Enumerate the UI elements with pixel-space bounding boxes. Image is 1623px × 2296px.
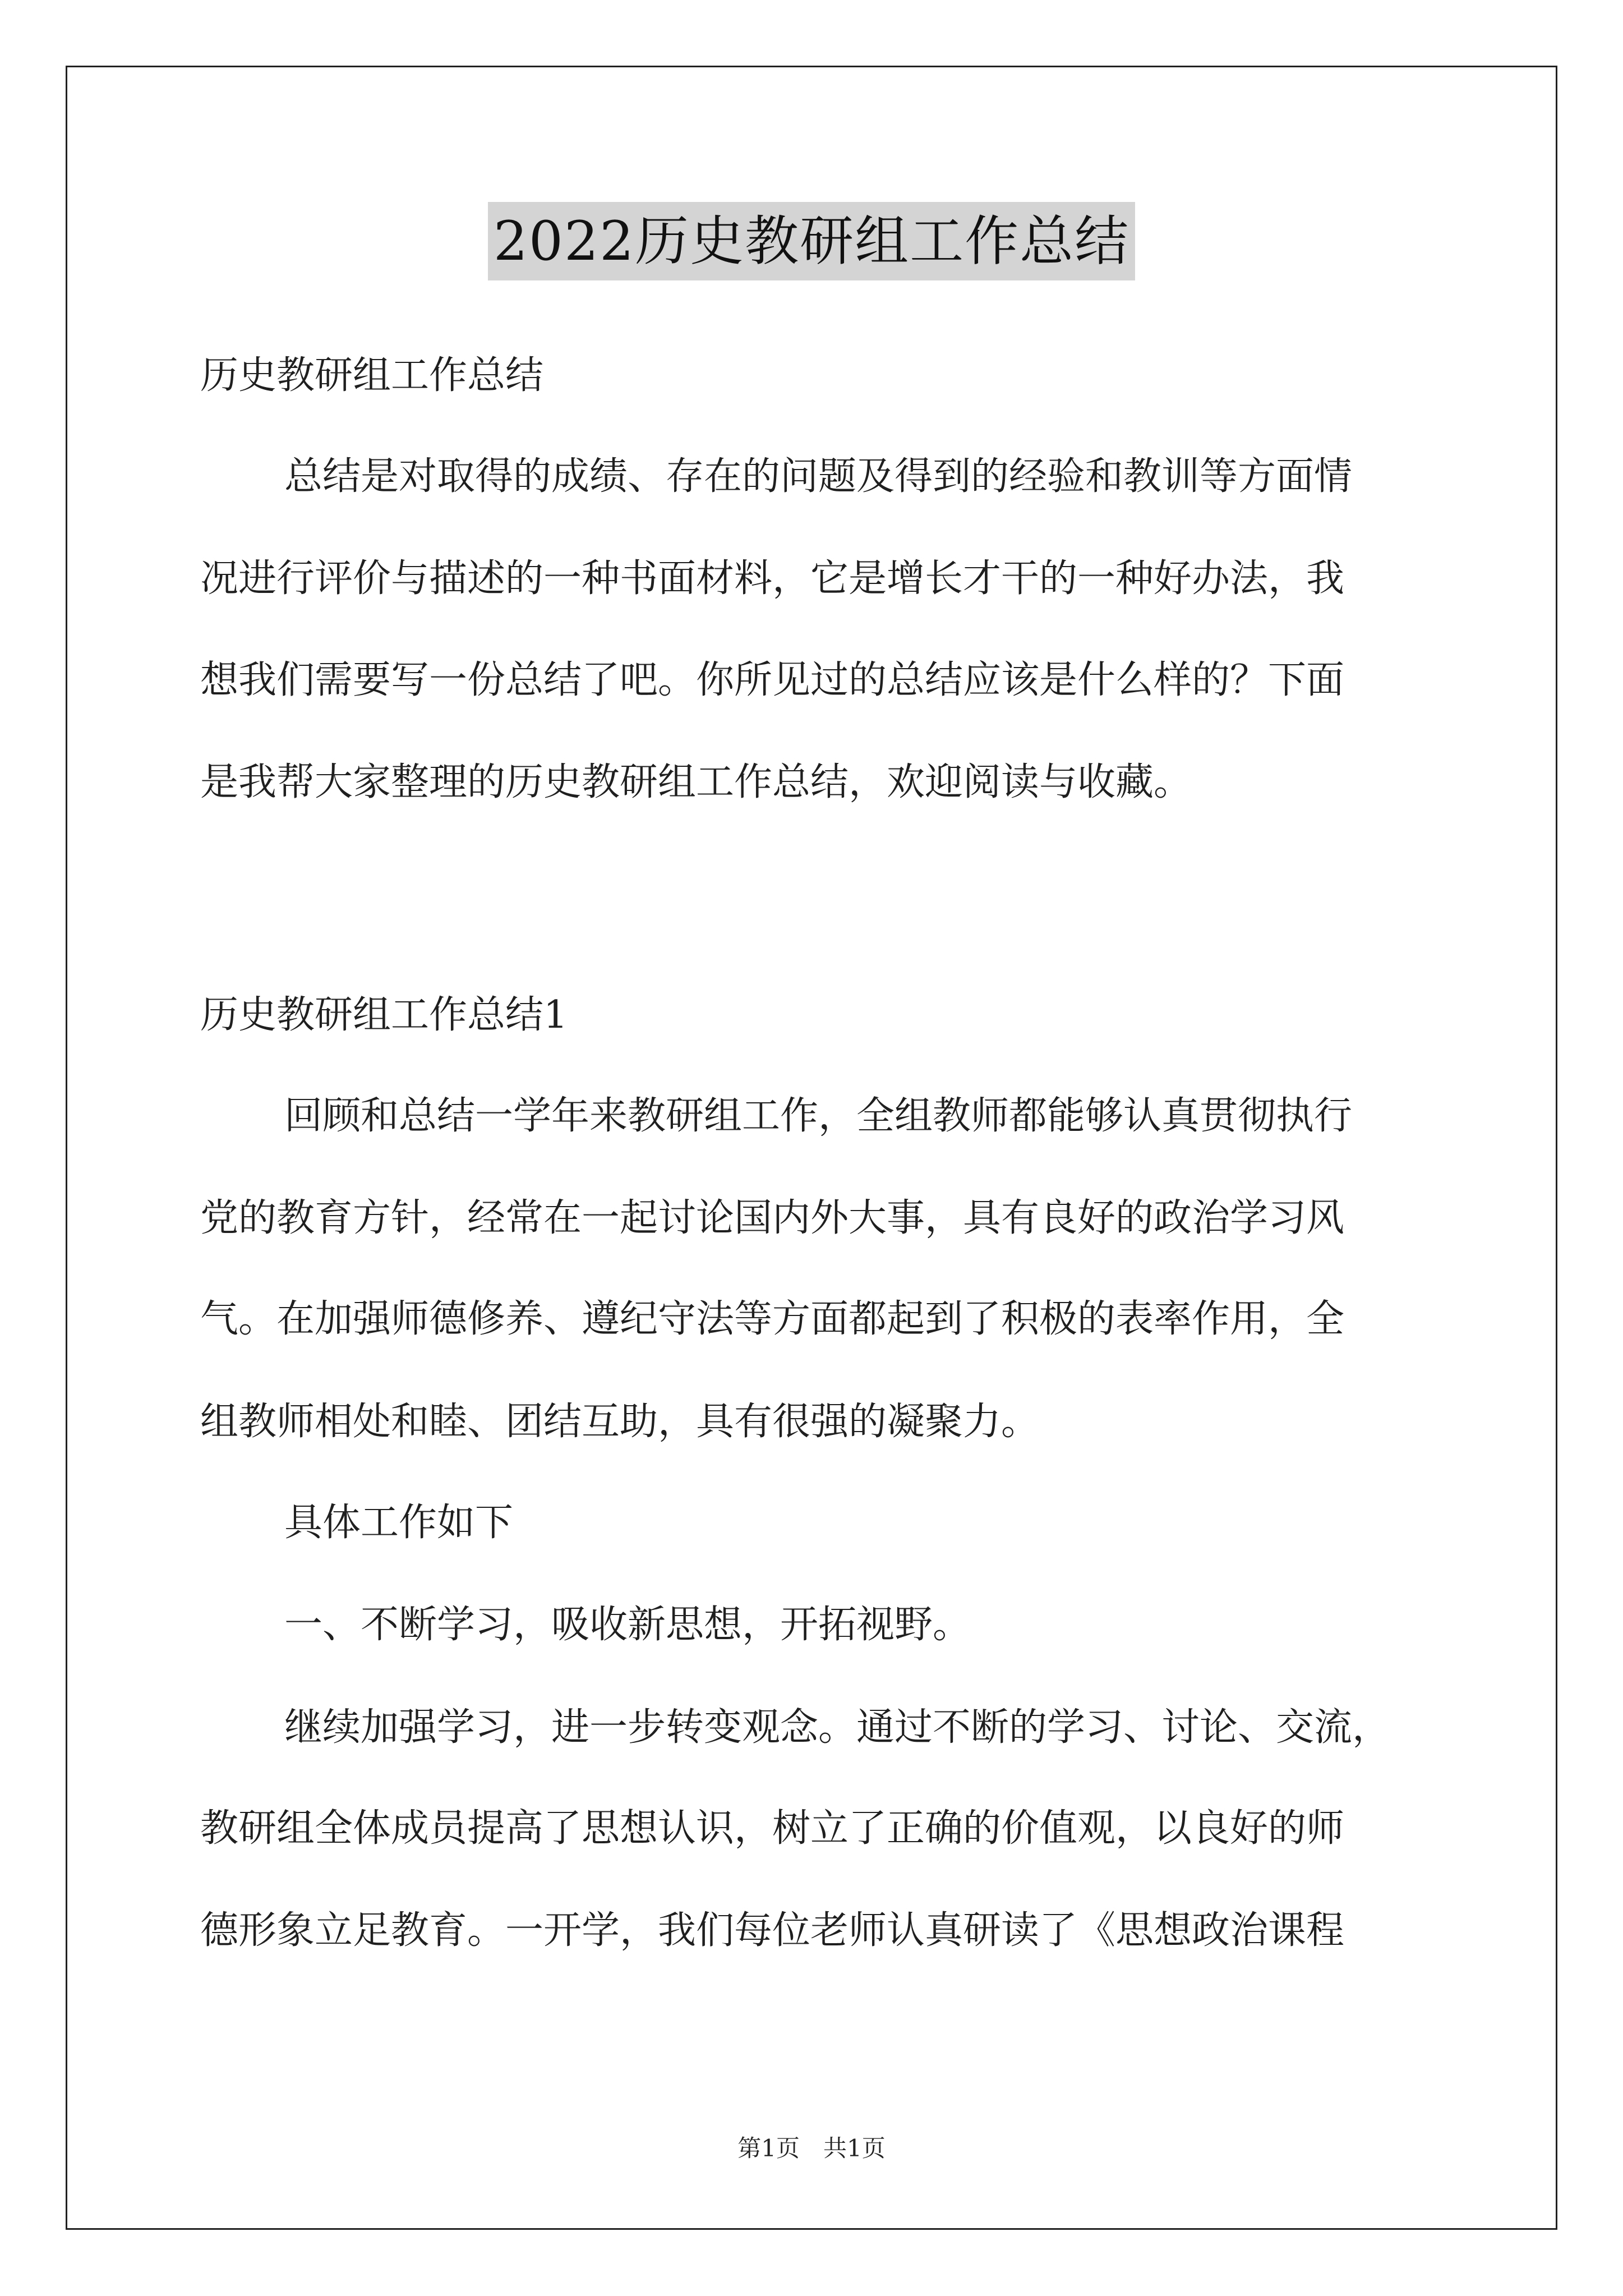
paragraph-line: 回顾和总结一学年来教研组工作，全组教师都能够认真贯彻执行	[284, 1094, 1353, 1138]
paragraph-line: 况进行评价与描述的一种书面材料，它是增长才干的一种好办法，我	[200, 556, 1345, 601]
paragraph-line: 气。在加强师德修养、遵纪守法等方面都起到了积极的表率作用，全	[200, 1297, 1345, 1341]
document-title: 2022历史教研组工作总结	[488, 202, 1135, 280]
title-container	[0, 202, 1623, 280]
paragraph-line: 继续加强学习，进一步转变观念。通过不断的学习、讨论、交流，	[284, 1705, 1391, 1750]
paragraph-line: 组教师相处和睦、团结互助，具有很强的凝聚力。	[200, 1400, 1040, 1444]
paragraph-line: 德形象立足教育。一开学，我们每位老师认真研读了《思想政治课程	[200, 1908, 1345, 1953]
paragraph-line: 党的教育方针，经常在一起讨论国内外大事，具有良好的政治学习风	[200, 1196, 1345, 1240]
paragraph-line: 总结是对取得的成绩、存在的问题及得到的经验和教训等方面情	[284, 454, 1353, 499]
section-heading: 历史教研组工作总结	[200, 353, 544, 398]
paragraph-line: 具体工作如下	[284, 1501, 514, 1545]
paragraph-line: 是我帮大家整理的历史教研组工作总结，欢迎阅读与收藏。	[200, 760, 1192, 804]
paragraph-line: 教研组全体成员提高了思想认识，树立了正确的价值观，以良好的师	[200, 1806, 1345, 1851]
paragraph-line: 一、不断学习，吸收新思想，开拓视野。	[284, 1603, 971, 1647]
page-footer: 第1页 共1页	[737, 2134, 886, 2162]
paragraph-line: 想我们需要写一份总结了吧。你所见过的总结应该是什么样的？下面	[200, 658, 1345, 702]
section-heading: 历史教研组工作总结1	[200, 993, 568, 1037]
